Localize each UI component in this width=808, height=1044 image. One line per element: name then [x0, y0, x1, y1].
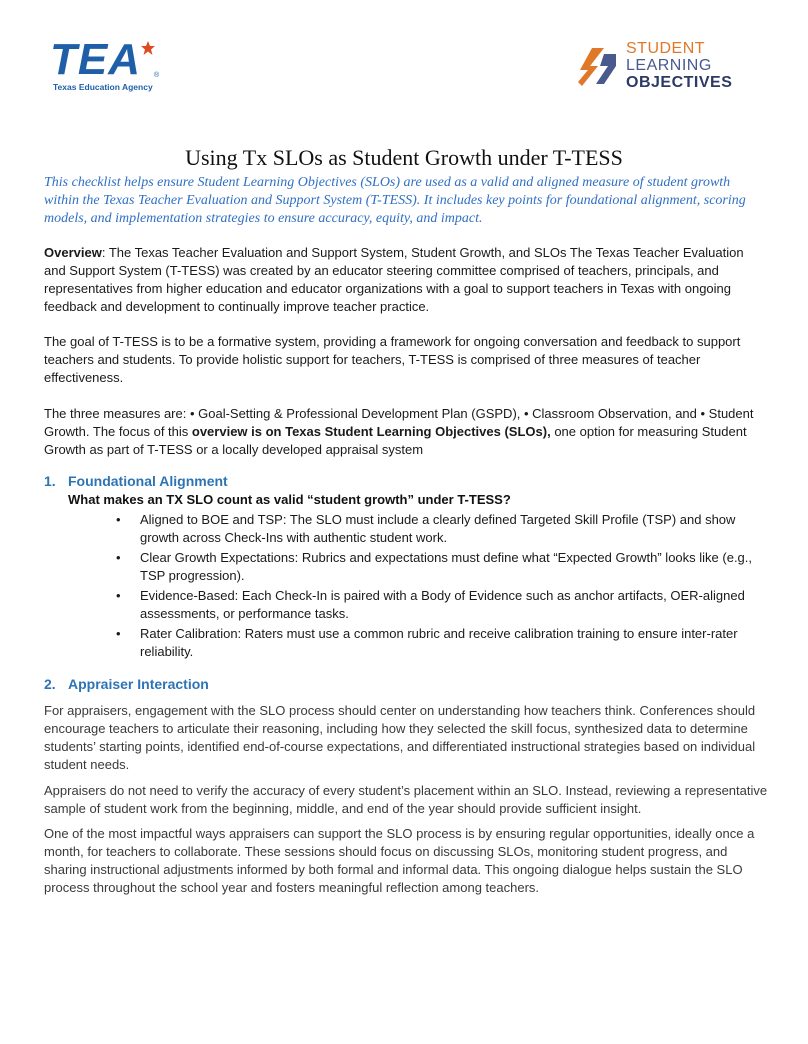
star-icon: [140, 40, 156, 56]
slo-line-student: STUDENT: [626, 40, 706, 57]
bullet-icon: •: [116, 512, 121, 527]
list-item-text: Rater Calibration: Raters must use a common rubric and receive calibration training to ensure inter-rater reliability.: [140, 626, 738, 659]
appraiser-paragraph-1: For appraisers, engagement with the SLO process should center on understanding how teachers think. Conferences should encourage teachers to articulate their reasoning, including how they selected the skill focus, synthesized data to determine students’ starting points, identified end-of-course expectations, and differentiated instructional strategies based on individual student needs.: [44, 703, 756, 772]
measures-lead: The three measures are: • Goal-Setting & Professional Development Plan (GSPD), • Classroom Observation, and • Student Growth. The focus of this: [44, 406, 754, 439]
appraiser-paragraph-2: Appraisers do not need to verify the accuracy of every student’s placement within an SLO. Instead, reviewing a representative sample of student work from the beginning, middle, and end of the year should provide sufficient insight.: [44, 783, 768, 816]
tea-wordmark: TEA: [50, 35, 141, 84]
bullet-icon: •: [116, 626, 121, 641]
list-item: [114, 549, 774, 585]
slo-mark-icon: [574, 44, 620, 90]
list-item-text: Clear Growth Expectations: Rubrics and expectations must define what “Expected Growth” looks like (e.g., TSP progression).: [140, 550, 753, 583]
tea-agency-name: Texas Education Agency: [53, 82, 153, 92]
goal-paragraph: The goal of T-TESS is to be a formative system, providing a framework for ongoing conversation and feedback to support teachers and students. To provide holistic support for teachers, T-TESS is comprised of three measures of teacher effectiveness.: [44, 334, 741, 385]
tea-logo: [50, 35, 170, 96]
section-title: Foundational Alignment: [68, 473, 228, 489]
section-number: 2.: [44, 676, 56, 692]
measures-tail: one option for measuring Student Growth as part of T-TESS or a locally developed appraisal system: [44, 424, 747, 457]
list-item: [114, 511, 774, 547]
overview-label: Overview: [44, 245, 102, 260]
registered-mark: ®: [154, 72, 160, 79]
list-item: [114, 625, 774, 661]
section-heading-foundational: [44, 473, 228, 489]
page-title: Using Tx SLOs as Student Growth under T-TESS: [185, 145, 623, 170]
measures-paragraph: [44, 405, 768, 459]
measures-bold: overview is on Texas Student Learning Objectives (SLOs),: [191, 424, 551, 439]
section-title: Appraiser Interaction: [68, 676, 209, 692]
section-question: What makes an TX SLO count as valid “student growth” under T-TESS?: [68, 492, 511, 507]
list-item-text: Aligned to BOE and TSP: The SLO must include a clearly defined Targeted Skill Profile (TSP) and show growth across Check-Ins with authentic student work.: [140, 512, 736, 545]
list-item-text: Evidence-Based: Each Check-In is paired with a Body of Evidence such as anchor artifacts, OER-aligned assessments, or performance tasks.: [140, 588, 745, 621]
bullet-icon: •: [116, 588, 121, 603]
bullet-icon: •: [116, 550, 121, 565]
overview-paragraph: [44, 244, 768, 316]
section-heading-appraiser: [44, 676, 209, 692]
slo-line-objectives: OBJECTIVES: [626, 74, 733, 91]
overview-text: : The Texas Teacher Evaluation and Support System, Student Growth, and SLOs The Texas Teacher Evaluation and Support System (T-TESS) was created by an educator steering committee comprised of teachers, principals, and representatives from higher education and educator organizations with a goal to support teachers in Texas with ongoing feedback and development to continually improve teacher practice.: [44, 245, 744, 314]
intro-paragraph: This checklist helps ensure Student Learning Objectives (SLOs) are used as a valid and aligned measure of student growth within the Texas Teacher Evaluation and Support System (T-TESS). It includes key points for foundational alignment, scoring models, and implementation strategies to ensure accuracy, equity, and impact.: [44, 175, 746, 226]
section-number: 1.: [44, 473, 56, 489]
slo-logo: [574, 40, 744, 94]
slo-line-learning: LEARNING: [626, 57, 712, 74]
appraiser-paragraph-3: One of the most impactful ways appraisers can support the SLO process is by ensuring regular opportunities, ideally once a month, for teachers to collaborate. These sessions should focus on discussing SLOs, monitoring student progress, and sharing instructional adjustments informed by both formal and informal data. This ongoing dialogue helps sustain the SLO process throughout the school year and fosters meaningful reflection among teachers.: [44, 826, 755, 895]
slo-wordmark: [626, 40, 732, 91]
bullet-list: [114, 511, 774, 663]
list-item: [114, 587, 774, 623]
